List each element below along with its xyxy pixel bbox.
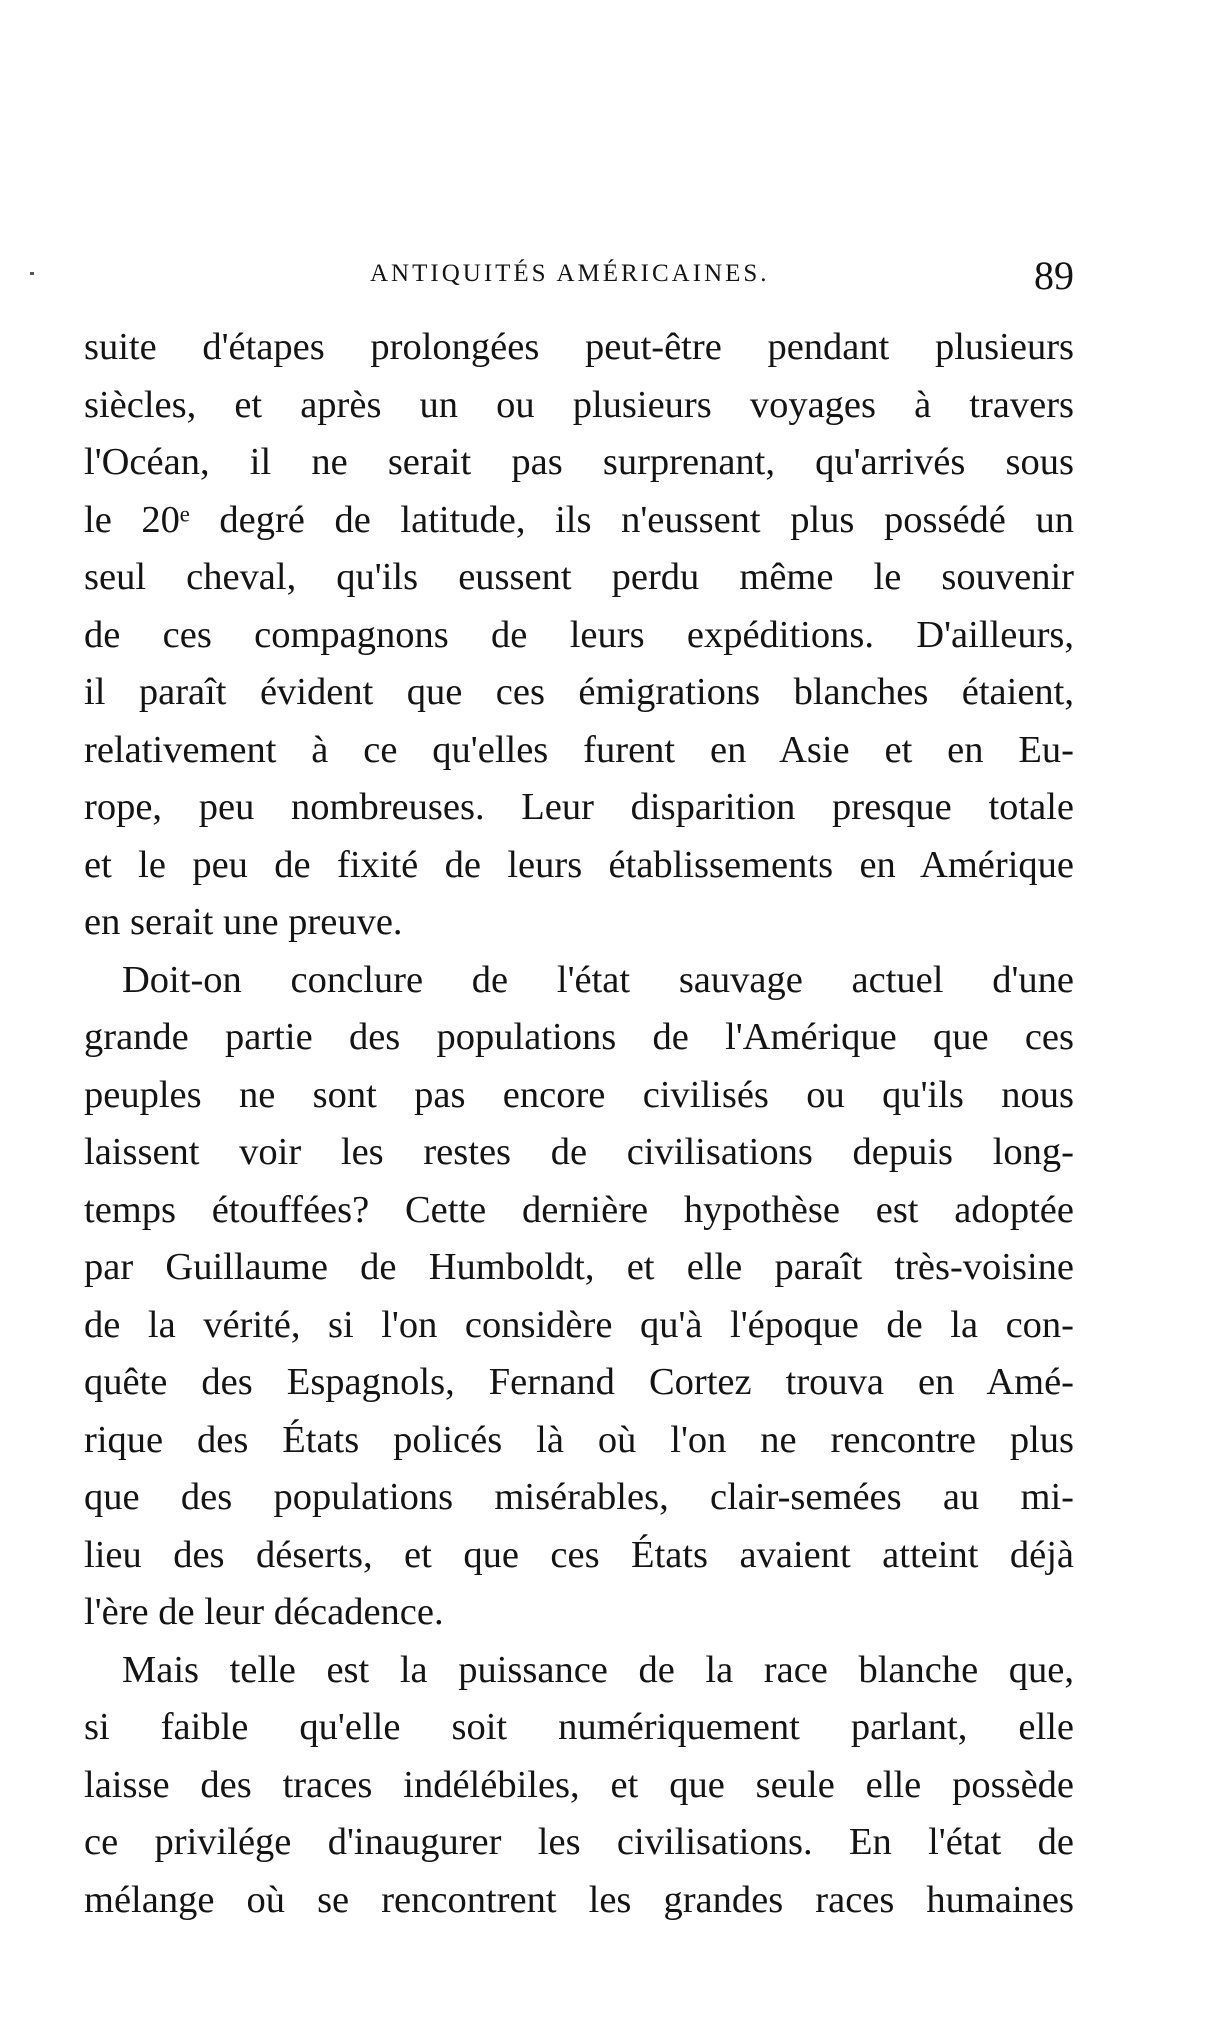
paragraph-1 [84,319,1074,952]
text-line: il paraît évident que ces émigrations blanches étaient, [84,671,1074,713]
text-line: quête des Espagnols, Fernand Cortez trouva en Amé- [84,1361,1074,1403]
text-line: relativement à ce qu'elles furent en Asie et en Eu- [84,728,1074,771]
text-line: si faible qu'elle soit numériquement parlant, elle [84,1706,1074,1748]
text-line: siècles, et après un ou plusieurs voyages à travers [84,383,1074,426]
body-text [84,319,1074,1929]
running-header [84,253,1074,298]
text-line: rope, peu nombreuses. Leur disparition presque totale [84,786,1074,828]
text-line: l'ère de leur décadence. [84,1591,444,1633]
text-line: en serait une preuve. [84,901,403,943]
text-line: Mais telle est la puissance de la race blanche que, [122,1648,1074,1691]
page-number: 89 [1034,253,1074,298]
running-title: ANTIQUITÉS AMÉRICAINES. [370,260,770,287]
text-line: laissent voir les restes de civilisations depuis long- [84,1131,1074,1173]
text-line: ce privilége d'inaugurer les civilisations. En l'état de [84,1821,1074,1863]
text-line: laisse des traces indélébiles, et que seule elle possède [84,1763,1074,1806]
text-line: Doit-on conclure de l'état sauvage actuel d'une [122,958,1074,1001]
text-line: de ces compagnons de leurs expéditions. D'ailleurs, [84,613,1074,656]
text-line: seul cheval, qu'ils eussent perdu même le souvenir [84,556,1074,598]
text-line: lieu des déserts, et que ces États avaient atteint déjà [84,1533,1074,1576]
text-line: et le peu de fixité de leurs établissements en Amérique [84,843,1074,886]
text-line: suite d'étapes prolongées peut-être pendant plusieurs [84,326,1074,368]
text-line: mélange où se rencontrent les grandes races humaines [84,1878,1074,1921]
text-line: l'Océan, il ne serait pas surprenant, qu'arrivés sous [84,441,1074,483]
text-line: peuples ne sont pas encore civilisés ou qu'ils nous [84,1073,1074,1116]
margin-dot [30,272,34,275]
text-line: de la vérité, si l'on considère qu'à l'époque de la con- [84,1303,1074,1346]
paragraph-2 [84,952,1074,1642]
text-line: grande partie des populations de l'Amérique que ces [84,1016,1074,1058]
text-line: temps étouffées? Cette dernière hypothèse est adoptée [84,1188,1074,1231]
text-line: rique des États policés là où l'on ne rencontre plus [84,1418,1074,1461]
paragraph-3 [84,1642,1074,1930]
text-line: que des populations misérables, clair-semées au mi- [84,1476,1074,1518]
text-line: le 20ᵉ degré de latitude, ils n'eussent plus possédé un [84,498,1074,541]
text-line: par Guillaume de Humboldt, et elle paraît très-voisine [84,1246,1074,1288]
